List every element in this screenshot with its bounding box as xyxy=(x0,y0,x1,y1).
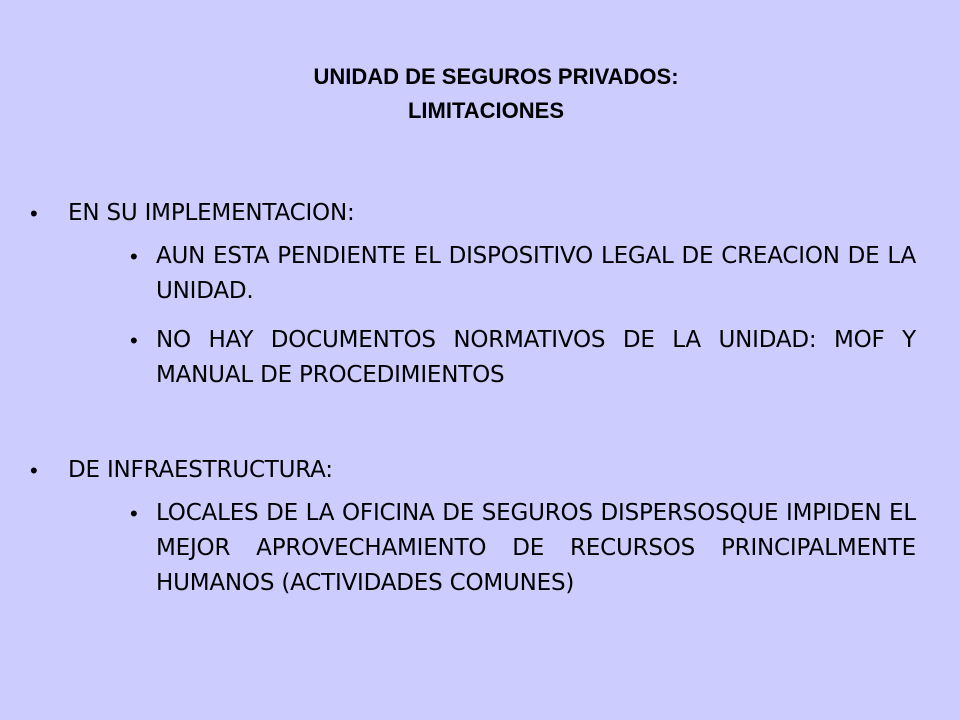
list-item-text: LOCALES DE LA OFICINA DE SEGUROS DISPERSOSQUE IMPIDEN EL MEJOR APROVECHAMIENTO DE RECURSOS PRINCIPALMENTE HUMANOS (ACTIVIDADES COMUNES) xyxy=(156,500,916,596)
bullet-icon: • xyxy=(130,328,138,353)
bullet-icon: • xyxy=(30,201,38,226)
bullet-icon: • xyxy=(130,501,138,526)
list-item-text: AUN ESTA PENDIENTE EL DISPOSITIVO LEGAL DE CREACION DE LA UNIDAD. xyxy=(156,243,916,304)
bullet-icon: • xyxy=(30,458,38,483)
bullet-icon: • xyxy=(130,244,138,269)
slide-title: UNIDAD DE SEGUROS PRIVADOS: xyxy=(313,64,679,89)
section-heading: DE INFRAESTRUCTURA: xyxy=(68,457,333,483)
section-heading: EN SU IMPLEMENTACION: xyxy=(68,200,355,226)
slide-subtitle: LIMITACIONES xyxy=(407,98,565,123)
list-item xyxy=(130,496,916,601)
list-item xyxy=(130,323,916,393)
list-item-text: NO HAY DOCUMENTOS NORMATIVOS DE LA UNIDAD: MOF Y MANUAL DE PROCEDIMIENTOS xyxy=(156,327,916,388)
list-item xyxy=(130,239,916,309)
